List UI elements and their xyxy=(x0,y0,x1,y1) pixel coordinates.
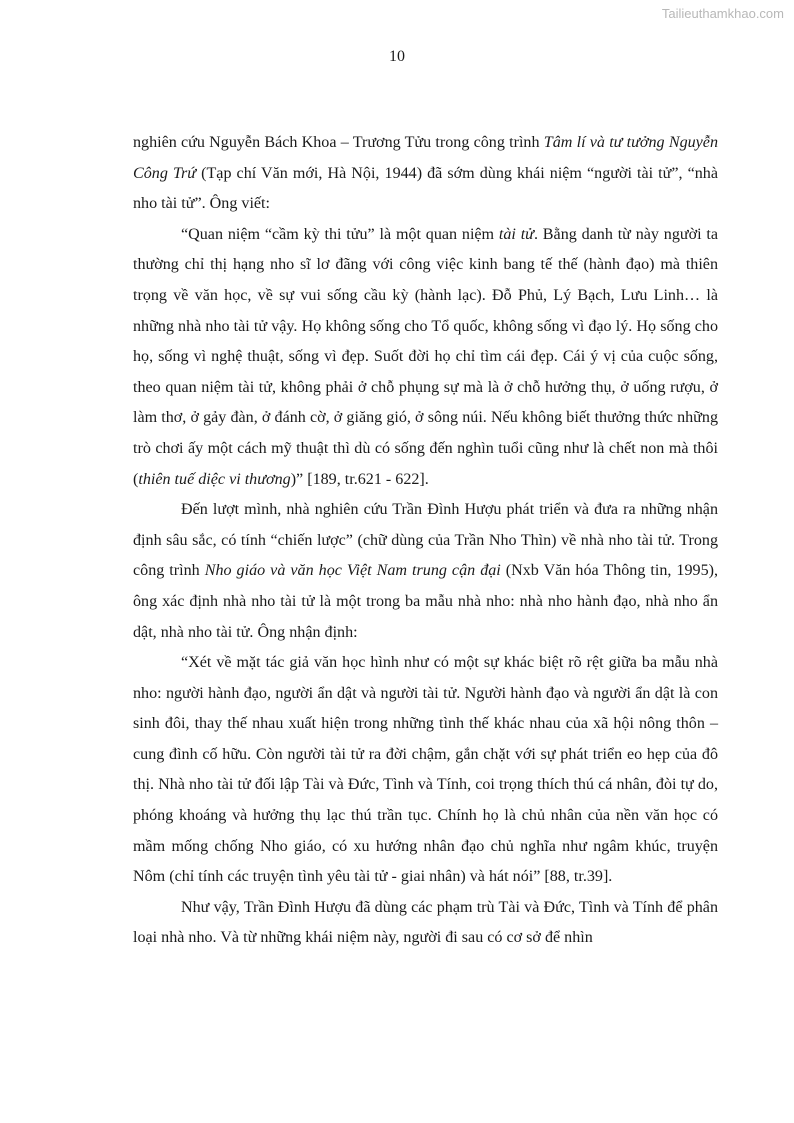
paragraph-1: nghiên cứu Nguyễn Bách Khoa – Trương Tửu trong công trình Tâm lí và tư tưởng Nguyễn Công Trứ (Tạp chí Văn mới, Hà Nội, 1944) đã sớm dùng khái niệm “người tài tử”, “nhà nho tài tử”. Ông viết: xyxy=(133,134,718,213)
watermark: Tailieuthamkhao.com xyxy=(661,6,784,21)
page-number: 10 xyxy=(389,48,405,65)
emphasis-term: tài tử xyxy=(498,225,534,243)
paragraph-3: Như vậy, Trần Đình Hượu đã dùng các phạm trù Tài và Đức, Tình và Tính để phân loại nhà nho. Và từ những khái niệm này, người đi sau có cơ sở để nhìn xyxy=(133,898,718,947)
quotation-1: “Quan niệm “cầm kỳ thi tửu” là một quan niệm tài tử. Bằng danh từ này người ta thường chỉ thị hạng nho sĩ lơ đãng với công việc kinh bang tế thế (hành đạo) mà thiên trọng về văn học, về sự vui sống cầu kỳ (hành lạc). Đỗ Phủ, Lý Bạch, Lưu Linh… là những nhà nho tài tử vậy. Họ không sống cho Tổ quốc, không sống vì đạo lý. Họ sống cho họ, sống vì nghệ thuật, sống vì đẹp. Suốt đời họ chỉ tìm cái đẹp. Cái ý vị của cuộc sống, theo quan niệm tài tử, không phải ở chỗ phụng sự mà là ở chỗ hưởng thụ, ở uống rượu, ở làm thơ, ở gảy đàn, ở đánh cờ, ở giăng gió, ở sông núi. Nếu không biết thưởng thức những trò chơi ấy một cách mỹ thuật thì dù có sống đến nghìn tuổi cũng như là chết non mà thôi (thiên tuế diệc vi thương)” [189, tr.621 - 622]. xyxy=(133,225,719,488)
body-text xyxy=(133,128,718,954)
work-title: Nho giáo và văn học Việt Nam trung cận đại xyxy=(204,562,501,580)
work-title: Tâm lí và tư tưởng Nguyễn Công Trứ xyxy=(133,134,718,182)
paragraph-2: Đến lượt mình, nhà nghiên cứu Trần Đình Hượu phát triển và đưa ra những nhận định sâu sắc, có tính “chiến lược” (chữ dùng của Trần Nho Thìn) về nhà nho tài tử. Trong công trình Nho giáo và văn học Việt Nam trung cận đại (Nxb Văn hóa Thông tin, 1995), ông xác định nhà nho tài tử là một trong ba mẫu nhà nho: nhà nho hành đạo, nhà nho ẩn dật, nhà nho tài tử. Ông nhận định: xyxy=(133,501,718,641)
emphasis-phrase: thiên tuế diệc vi thương xyxy=(138,470,291,488)
quotation-2: “Xét về mặt tác giả văn học hình như có một sự khác biệt rõ rệt giữa ba mẫu nhà nho: người hành đạo, người ẩn dật và người tài tử. Người hành đạo và người ẩn dật là con sinh đôi, thay thế nhau xuất hiện trong những tình thế khác nhau của xã hội nông thôn – cung đình cố hữu. Còn người tài tử ra đời chậm, gắn chặt với sự phát triển eo hẹp của đô thị. Nhà nho tài tử đối lập Tài và Đức, Tình và Tính, coi trọng thích thú cá nhân, đòi tự do, phóng khoáng và hưởng thụ lạc thú trần tục. Chính họ là chủ nhân của nền văn học có mầm mống chống Nho giáo, có xu hướng nhân đạo chủ nghĩa như ngâm khúc, truyện Nôm (chỉ tính các truyện tình yêu tài tử - giai nhân) và hát nói” [88, tr.39]. xyxy=(133,654,718,886)
